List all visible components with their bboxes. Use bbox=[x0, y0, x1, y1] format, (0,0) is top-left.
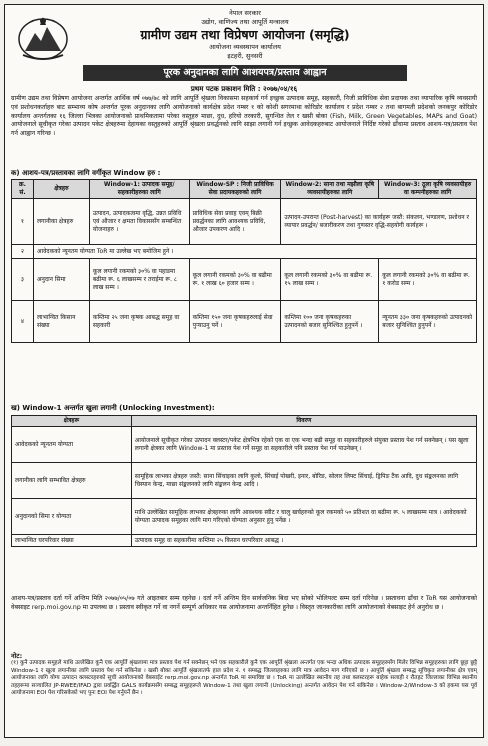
table-cell: कम्तिमा १०० जना कृषकहरुका उत्पादनको बजार सुनिश्चित हुनुपर्ने । bbox=[281, 301, 379, 343]
row-number: ४ bbox=[12, 301, 34, 343]
table-cell: कम्तिमा २५ जना कृषक आबद्ध समूह वा सहकारी bbox=[89, 301, 189, 343]
table-cell: उत्पादन-उपरान्त (Post-harvest) का कार्यहरू जस्तै: संकलन, भण्डारण, प्रशोधन र व्यापार प्रवर्द्धन/ बजारीकरण तथा गुणस्तर वृद्धि-सहयोगी कार्यहरू । bbox=[281, 199, 477, 245]
table-header-row bbox=[12, 416, 477, 427]
row-label: लगानीका क्षेत्रहरु bbox=[33, 199, 89, 245]
row-label: लाभान्वित घरपरिवार संख्या bbox=[12, 535, 132, 547]
row-number: १ bbox=[12, 199, 34, 245]
row-number: २ bbox=[12, 245, 34, 259]
intro-paragraph: ग्रामीण उद्यम तथा विप्रेषण आयोजना अन्तर्गत आर्थिक वर्ष ०७७/७८ को लागि आपूर्ति श्रृंखला विकासमा सहकार्य गर्न इच्छुक उत्पादक समूह, सहकारी, निजी प्राविधिक सेवा प्रदायक तथा व्यापारिक कृषि व्यवसायी एवं प्रशोधनकर्ताहरु बाट सम्भाव्य कोष अन्तर्गत पूरक अनुदानका लागि आयोजनाको कार्यक्षेत्र प्रदेश नम्बर १ को कोशी सगरमाथा कोरिडोर कार्यालय र प्रदेश नम्बर २ तथा बागमती प्रदेशको जनकपुर कोरिडोर कार्यालय अन्तर्गतका १६ जिल्ला भित्रका आयोजनाको प्राथमिकतामा परेका वस्तुहरु माछा, दुध, हरियो तरकारी, सुगन्धित तेल र खसी बोका (Fish, Milk, Green Vegetables, MAPs and Goat) आयोजनाले सूचीकृत गरेका उत्पादन पकेट क्षेत्रहरुमा देहायका वस्तुहरुको आपूर्ति श्रृंखला प्रवर्द्धनको लागि साझा लगानी गर्न इच्छुक आवेदकहरुबाट आयोजनाले निर्दिष्ट गरेको ढाँचामा प्रस्ताव आशय-पत्र/प्रस्ताव पेश गर्न आह्वान गरिन्छ । bbox=[11, 95, 477, 138]
table-cell: उत्पादक समूह वा सहकारीमा कम्तिमा २५ किसान घरपरिवार आबद्ध । bbox=[131, 535, 476, 547]
project-name: ग्रामीण उद्यम तथा विप्रेषण आयोजना (समृद्धि) bbox=[140, 27, 350, 42]
table-row bbox=[12, 259, 477, 301]
table-cell: आवेदकको न्यूनतम योग्यता ToR मा उल्लेख भए बमोजिम हुने । bbox=[33, 245, 476, 259]
table-row bbox=[12, 199, 477, 245]
table-row bbox=[12, 245, 477, 259]
column-header: Window-2: साना तथा मझौला कृषि व्यवसायीहरुका लागि bbox=[281, 180, 379, 199]
windows-table bbox=[11, 179, 477, 343]
row-label: अनुदान सिमा bbox=[33, 259, 89, 301]
table-cell: प्राविधिक सेवा प्रवाह एवम् बिक्री प्रवर्द्धनका लागि आवश्यक प्रविधि, औजार उपकरण आदि । bbox=[189, 199, 281, 245]
table-cell: आयोजनाले सूचीकृत गरेका उत्पादन क्लस्टर/पकेट क्षेत्रभित्र रहेको एक वा एक भन्दा बढी समूह वा सहकारीहरुले संयुक्त प्रस्ताव पेश गर्न सक्नेछन् । यस खुला लगानी क्षेत्रका लागि Window-1 मा प्रस्ताव पेश गर्ने समूह वा सहकारीले पनि प्रस्ताव पेश गर्न पाउनेछन् । bbox=[131, 427, 476, 463]
deadline-paragraph: आशय-पत्र/प्रस्ताव दर्ता गर्ने अन्तिम मिति २०७७/०५/०७ गते आइतबार सम्म रहनेछ । दर्ता गर्ने अन्तिम दिन सार्वजनिक बिदा भए सोको भोलिपल्ट सम्म दर्ता गरिनेछ । प्रस्तावना ढाँचा र ToR यस आयोजनाको वेबसाइट rerp.moi.gov.np मा उपलब्ध छ । प्रस्ताव स्वीकृत गर्ने वा नगर्ने सम्पूर्ण अधिकार यस आयोजनामा अन्तर्निहित हुनेछ । विस्तृत जानकारीका लागि आयोजनाको वेबसाइट हेर्न अनुरोध छ । bbox=[11, 595, 477, 611]
government-name: नेपाल सरकार bbox=[229, 9, 261, 17]
publish-date: प्रथम पटक प्रकाशन मिति : २०७७/०४/१६ bbox=[190, 85, 298, 93]
notice-title: पूरक अनुदानका लागि आशयपत्र/प्रस्ताव आह्वान bbox=[83, 65, 407, 81]
row-number: ३ bbox=[12, 259, 34, 301]
table-cell: कूल लगानी रकमको ३०% वा बढीमा रू. १ लाख ६० हजार सम्म । bbox=[189, 259, 281, 301]
section-b-heading: ख) Window-1 अन्तर्गत खुला लगानी (Unlocking Investment): bbox=[11, 404, 215, 412]
office-location: इटहरी, सुनसरी bbox=[227, 52, 263, 60]
column-header: क्षेत्रहरू bbox=[12, 416, 132, 427]
table-cell: कम्तिमा १५० जना कृषकहरुलाई सेवा पुऱ्याउनु पर्ने । bbox=[189, 301, 281, 343]
table-cell: न्यूनतम ३३० जना कृषकहरुको उत्पादनको बजार सुनिश्चित हुनुपर्ने । bbox=[379, 301, 477, 343]
nepal-emblem-icon bbox=[15, 11, 71, 63]
table-row bbox=[12, 535, 477, 547]
ministry-name: उद्योग, वाणिज्य तथा आपूर्ति मन्त्रालय bbox=[201, 18, 289, 26]
section-a-heading: क) आशय-पत्र/प्रस्तावका लागि वर्गीकृत Window हरु : bbox=[11, 169, 161, 177]
letterhead bbox=[75, 9, 415, 61]
row-label: आवेदकको न्यूनतम योग्यता bbox=[12, 427, 132, 463]
column-header: Window-SP : निजी प्राविधिक सेवा प्रदायकहरुको लागि bbox=[189, 180, 281, 199]
table-row bbox=[12, 301, 477, 343]
column-header: Window-1: उत्पादक समूह/सहकारीहरुका लागि bbox=[89, 180, 189, 199]
notice-page bbox=[4, 4, 484, 738]
table-row bbox=[12, 499, 477, 535]
column-header: क्षेत्रहरु bbox=[33, 180, 89, 199]
table-cell: माथि उल्लेखित सामूहिक लाभका क्षेत्रहरुका लागि आवश्यक स्वीट र चालु खर्चहरुको कूल रकमको ५० प्रतिशत वा बढीमा रू. ५ लाखसम्म मात्र । आवेदकको योग्यता उत्पादक समूहका लागि माग गरिएको योग्यता अनुसार हुनु पर्नेछ । bbox=[131, 499, 476, 535]
column-header: क्र. सं. bbox=[12, 180, 34, 199]
unlocking-investment-table bbox=[11, 415, 477, 547]
notes-heading: नोट: bbox=[11, 652, 23, 660]
office-name: आयोजना व्यवस्थापन कार्यालय bbox=[209, 43, 281, 51]
table-cell: कूल लगानी रकमको ३०% वा बढीमा रू. १५ लाख सम्म । bbox=[281, 259, 379, 301]
row-label: लाभान्वित किसान संख्या bbox=[33, 301, 89, 343]
table-cell: सामूहिक लाभका क्षेत्रहरु जस्तै: साना सिंचाइका लागि कुलो, सिंचाई पोखरी, इनार, बोरिङ, सोलार लिफ्ट सिंचाई, ड्रिपिङ टैंक आदि, दुध संङ्कलनका लागि चिस्यान केन्द्र, माछा संङ्कलनको लागि संङ्कलन केन्द्र आदि । bbox=[131, 463, 476, 499]
table-cell: कूल लगानी रकमको ३०% वा बढीमा रू. १ करोड सम्म । bbox=[379, 259, 477, 301]
row-label: अनुदानको सिमा र योग्यता bbox=[12, 499, 132, 535]
row-label: लगानीका लागि सम्भावित क्षेत्रहरु bbox=[12, 463, 132, 499]
table-header-row bbox=[12, 180, 477, 199]
table-row bbox=[12, 463, 477, 499]
table-cell: कूल लगानी रकमको ३०% वा पहाडमा बढीमा रू. ६ लाखसम्म र तराईमा रू. ८ लाख सम्म । bbox=[89, 259, 189, 301]
column-header: Window-3: ठूला कृषि व्यवसायीहरु वा कम्पनीहरुका लागि bbox=[379, 180, 477, 199]
table-cell: उत्पादन, उत्पादकत्वमा वृद्धि, उन्नत प्रविधि एवं औजार र क्षमता विकाससँग सम्बन्धित योजनाहरु । bbox=[89, 199, 189, 245]
column-header: विवरण bbox=[131, 416, 476, 427]
note-1: (१) कुनै उत्पादक समूहले माथि उल्लेखित कुनै एक आपूर्ति श्रृंखलामा मात्र प्रस्ताव पेश गर्न सक्नेछन् भने एक सहकारीले कुनै एक आपूर्ति श्रृंखला अन्तर्गत एक भन्दा अधिक उत्पादक समूहहरुसँग मिलेर विभिन्न समूहहरुका लागि छुट्टा छुट्टै Window-1 र खुला लगानीका लागि प्रस्ताव पेश गर्न सकिनेछ । खसी बोका आपूर्ति श्रृंखलातर्फ हाल प्रदेश नं. १ सम्बद्ध जिल्लाहरुका लागि मात्र आवेदन माग गरिएको छ । आपूर्ति श्रृंखला सम्बद्ध सूचिकृत लगानीका क्षेत्र एवम् आयोजनाका लागि योग्य उत्पादन क्लस्टरहरुको सूची आयोजनाको वेबसाईट rerp.moi.gov.np अन्तर्गत ToR मा समाविष्ट छ । ToR मा उल्लेखित स्थानीय तह तथा क्लस्टरहरू बाहेक सलाही र रौतहट जिल्लाका विभिन्न स्थानीय तहहरूमा सञ्चालित JP-RWEE/IFAD द्वारा प्रवर्द्धित GALS कार्यक्रमसँग सम्बद्ध समूहहरूले Window-1 तथा खुला लगानी (Unlocking) अन्तर्गत आवेदन पेश गर्न सकिनेछ । Window-2/Window-3 को हकमा यस पूर्व आयोजनामा EOI पेश गरिसकेको भए पुनः EOI पेश गर्नुपर्ने छैन । bbox=[11, 660, 477, 697]
table-row bbox=[12, 427, 477, 463]
